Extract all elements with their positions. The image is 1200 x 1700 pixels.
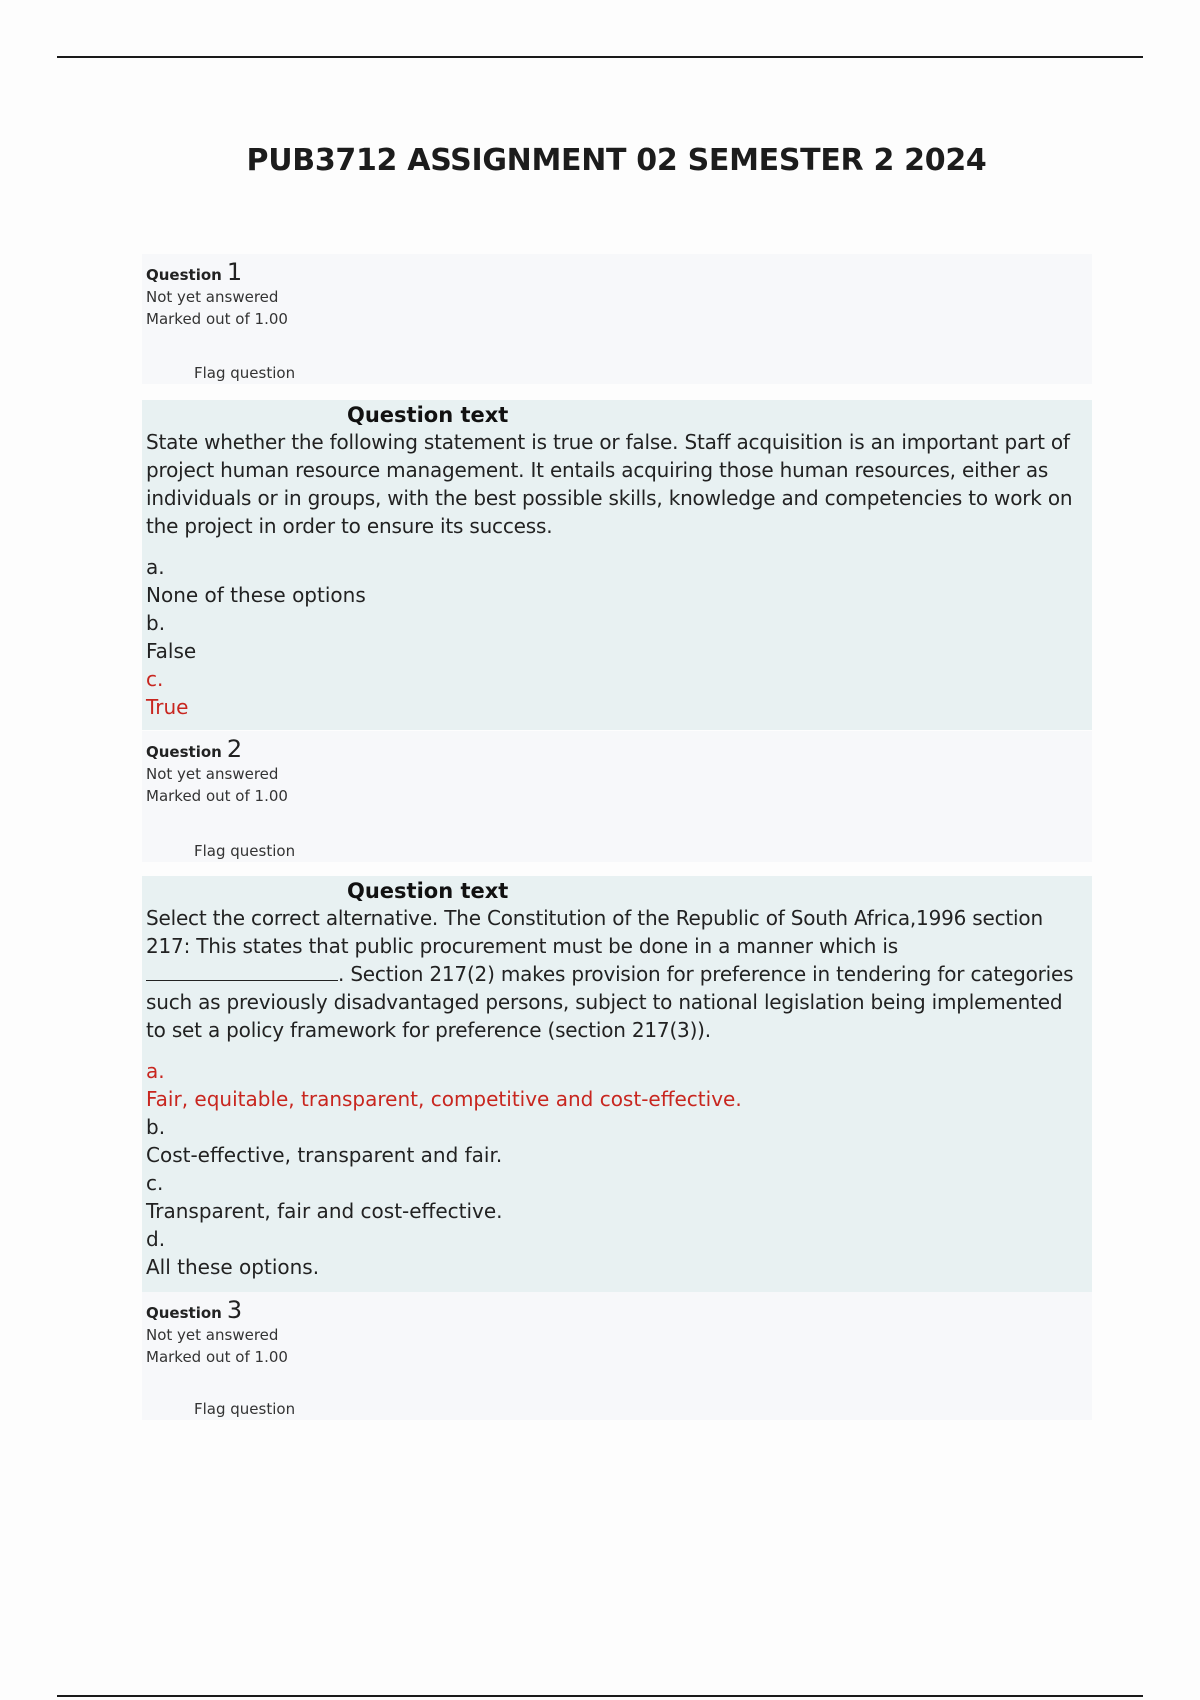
answer-letter: d. (146, 1227, 166, 1251)
question-3-info (142, 1292, 1092, 1420)
question-1-content (142, 400, 1092, 730)
page-title: PUB3712 ASSIGNMENT 02 SEMESTER 2 2024 (246, 143, 987, 178)
answer-text: True (146, 695, 189, 719)
answer-text: All these options. (146, 1255, 320, 1279)
flag-question-link[interactable]: Flag question (194, 842, 296, 860)
question-text-part-1: Select the correct alternative. The Constitution of the Republic of South Africa,1996 section 217: This states that public procurement must be done in a manner which is (146, 906, 1043, 958)
question-label: Question (146, 1304, 222, 1322)
question-text-part-2: . Section 217(2) makes provision for preference in tendering for categories such as previously disadvantaged persons, subject to national legislation being implemented to set a policy framework for preference (section 217(3)). (146, 962, 1074, 1042)
question-2-info (142, 731, 1092, 862)
answer-text: Fair, equitable, transparent, competitive and cost-effective. (146, 1087, 742, 1111)
question-text-label: Question text (347, 879, 509, 903)
answer-letter: a. (146, 1059, 165, 1083)
answer-text: Cost-effective, transparent and fair. (146, 1143, 503, 1167)
question-text: State whether the following statement is true or false. Staff acquisition is an important part of project human resource management. It entails acquiring those human resources, either as individuals or in groups, with the best possible skills, knowledge and competencies to work on the project in order to ensure its success. (146, 430, 1073, 538)
top-rule (57, 56, 1143, 58)
answer-list (146, 1057, 1084, 1281)
question-1-info (142, 254, 1092, 384)
question-label: Question (146, 743, 222, 761)
question-number-value: 3 (226, 1296, 243, 1324)
answer-list (146, 553, 1084, 721)
question-status: Not yet answered (146, 765, 279, 783)
question-marks: Marked out of 1.00 (146, 310, 288, 328)
answer-option-b[interactable] (146, 1113, 1084, 1169)
question-status: Not yet answered (146, 288, 279, 306)
question-label: Question (146, 266, 222, 284)
answer-letter: b. (146, 611, 166, 635)
question-text-label: Question text (347, 403, 509, 427)
question-status: Not yet answered (146, 1326, 279, 1344)
answer-text: Transparent, fair and cost-effective. (146, 1199, 503, 1223)
answer-letter: b. (146, 1115, 166, 1139)
question-number-value: 2 (226, 735, 243, 763)
answer-letter: a. (146, 555, 165, 579)
question-marks: Marked out of 1.00 (146, 787, 288, 805)
answer-option-a[interactable] (146, 553, 1084, 609)
answer-option-c[interactable] (146, 665, 1084, 721)
answer-letter: c. (146, 667, 164, 691)
flag-question-link[interactable]: Flag question (194, 1400, 296, 1418)
answer-text: False (146, 639, 197, 663)
flag-question-link[interactable]: Flag question (194, 364, 296, 382)
answer-option-a[interactable] (146, 1057, 1084, 1113)
answer-letter: c. (146, 1171, 164, 1195)
question-marks: Marked out of 1.00 (146, 1348, 288, 1366)
question-number-value: 1 (226, 258, 243, 286)
question-2-content (142, 876, 1092, 1292)
answer-option-b[interactable] (146, 609, 1084, 665)
question-text (146, 904, 1084, 1044)
answer-blank (146, 962, 338, 981)
question-number (146, 1296, 1092, 1324)
answer-option-c[interactable] (146, 1169, 1084, 1225)
question-number (146, 735, 1092, 763)
bottom-rule (57, 1695, 1143, 1697)
question-number (146, 258, 1092, 286)
answer-text: None of these options (146, 583, 366, 607)
answer-option-d[interactable] (146, 1225, 1084, 1281)
